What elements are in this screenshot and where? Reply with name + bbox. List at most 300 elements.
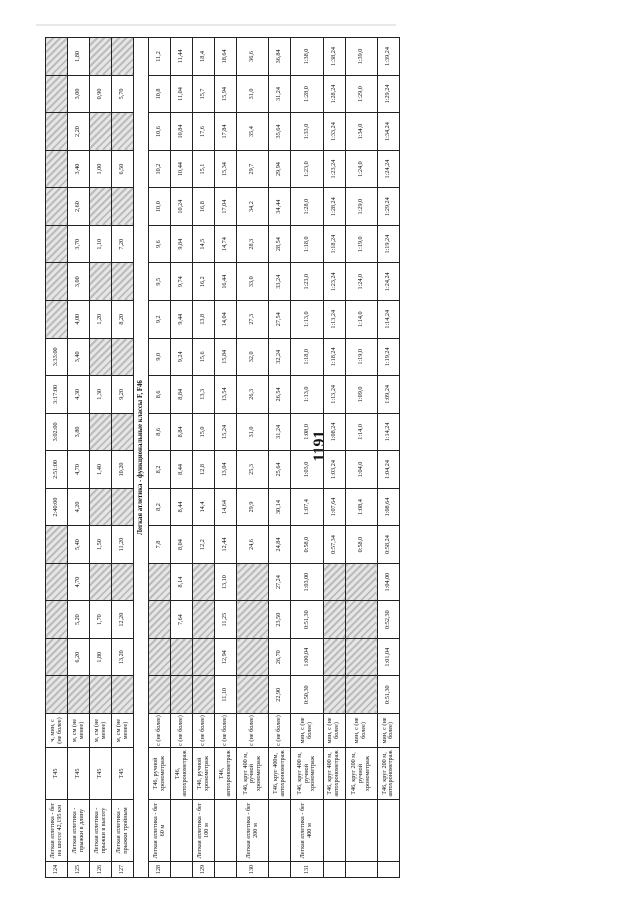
value-cell: 11,10 [215, 676, 237, 714]
value-cell: 1,20 [90, 300, 112, 338]
row-number [377, 862, 399, 878]
standards-table [45, 37, 400, 878]
value-cell: 14,04 [215, 300, 237, 338]
value-cell: 8,6 [149, 413, 171, 451]
value-cell: 31,24 [269, 75, 291, 113]
discipline-name [171, 800, 193, 862]
value-cell: 11,25 [215, 601, 237, 639]
value-cell: 14,74 [215, 225, 237, 263]
value-cell: 2:51:00 [46, 451, 68, 489]
discipline-name: Легкая атлетика - бег 60 м [149, 800, 171, 862]
value-cell: 17,84 [215, 113, 237, 151]
value-cell: 26,3 [237, 376, 269, 414]
value-cell [90, 488, 112, 526]
value-cell: 8,2 [149, 488, 171, 526]
value-cell: 1:38,24 [323, 38, 345, 76]
value-cell: 13,3 [193, 376, 215, 414]
value-cell: 28,3 [237, 225, 269, 263]
value-cell [90, 413, 112, 451]
value-cell: 32,0 [237, 338, 269, 376]
value-cell [171, 638, 193, 676]
row-number: 128 [149, 862, 171, 878]
row-number: 131 [291, 862, 323, 878]
value-cell: 30,14 [269, 488, 291, 526]
value-cell: 1:07,64 [323, 488, 345, 526]
value-cell: 8,20 [112, 300, 134, 338]
value-cell: 27,24 [269, 563, 291, 601]
value-cell: 3:33:00 [46, 338, 68, 376]
row-number [171, 862, 193, 878]
value-cell [112, 113, 134, 151]
value-cell: 5,70 [112, 75, 134, 113]
table-row [323, 38, 345, 878]
value-cell: 1:29,0 [345, 188, 377, 226]
value-cell: 33,0 [237, 263, 269, 301]
value-cell: 35,4 [237, 113, 269, 151]
value-cell: 0:51,30 [377, 676, 399, 714]
value-cell: 9,74 [171, 263, 193, 301]
value-cell: 10,0 [149, 188, 171, 226]
row-number: 126 [90, 862, 112, 878]
value-cell: 8,44 [171, 451, 193, 489]
value-cell: 1:29,24 [377, 188, 399, 226]
value-cell: 8,04 [171, 526, 193, 564]
value-cell [112, 338, 134, 376]
value-cell: 16,44 [215, 263, 237, 301]
value-cell: 8,84 [171, 376, 193, 414]
value-cell: 3,00 [68, 75, 90, 113]
value-cell: 1:23,0 [291, 263, 323, 301]
value-cell: 5,40 [68, 526, 90, 564]
value-cell: 15,24 [215, 413, 237, 451]
value-cell: 0:50,30 [291, 676, 323, 714]
value-cell: 0:51,30 [291, 601, 323, 639]
unit-cell: с (не более) [171, 714, 193, 748]
value-cell: 1:08,64 [377, 488, 399, 526]
row-number: 130 [237, 862, 269, 878]
value-cell: 1:19,24 [377, 338, 399, 376]
table-row [68, 38, 90, 878]
value-cell: 15,0 [193, 413, 215, 451]
event-type: T45 [46, 748, 68, 800]
value-cell: 6,20 [68, 638, 90, 676]
value-cell: 1:14,24 [377, 300, 399, 338]
value-cell: 4,20 [68, 488, 90, 526]
value-cell [112, 563, 134, 601]
value-cell [46, 526, 68, 564]
value-cell [90, 338, 112, 376]
value-cell: 9,0 [149, 338, 171, 376]
discipline-name [323, 800, 345, 862]
value-cell: 15,34 [215, 150, 237, 188]
value-cell: 24,84 [269, 526, 291, 564]
value-cell: 2:40:00 [46, 488, 68, 526]
discipline-name: Легкая атлетика - бег на шоссе 42,195 км [46, 800, 68, 862]
value-cell: 1:24,0 [345, 150, 377, 188]
row-number [215, 862, 237, 878]
value-cell: 36,6 [237, 38, 269, 76]
row-number: 129 [193, 862, 215, 878]
unit-cell: с (не более) [269, 714, 291, 748]
value-cell: 1:23,24 [323, 150, 345, 188]
table-row [46, 38, 68, 878]
value-cell: 1:03,0 [291, 451, 323, 489]
value-cell: 1:07,4 [291, 488, 323, 526]
value-cell [112, 38, 134, 76]
value-cell: 15,84 [215, 338, 237, 376]
value-cell: 1:04,24 [377, 451, 399, 489]
value-cell: 8,2 [149, 451, 171, 489]
section-row-group [134, 38, 149, 878]
value-cell: 1,50 [90, 526, 112, 564]
event-type: Т46, круг 400 м, ручной хронометраж [237, 748, 269, 800]
value-cell: 31,24 [269, 413, 291, 451]
value-cell [46, 676, 68, 714]
value-cell: 1,80 [90, 638, 112, 676]
value-cell: 2,60 [68, 188, 90, 226]
value-cell [193, 638, 215, 676]
unit-cell: мин, с (не более) [345, 714, 377, 748]
value-cell: 1:09,24 [377, 376, 399, 414]
event-type: Т46, круг 400м, автохронометраж [269, 748, 291, 800]
value-cell: 25,64 [269, 451, 291, 489]
value-cell: 3:17:00 [46, 376, 68, 414]
unit-cell: с (не более) [237, 714, 269, 748]
event-type: Т46, автохронометраж [215, 748, 237, 800]
value-cell: 10,84 [171, 113, 193, 151]
value-cell: 1:34,0 [345, 113, 377, 151]
value-cell: 13,04 [215, 451, 237, 489]
value-cell: 1:23,0 [291, 150, 323, 188]
value-cell: 7,20 [112, 225, 134, 263]
value-cell [193, 601, 215, 639]
value-cell [171, 676, 193, 714]
value-cell: 0:57,34 [323, 526, 345, 564]
value-cell: 8,84 [171, 413, 193, 451]
value-cell [193, 676, 215, 714]
event-type: T45 [90, 748, 112, 800]
value-cell [149, 563, 171, 601]
value-cell: 36,84 [269, 38, 291, 76]
section-row [134, 38, 149, 878]
table-row [149, 38, 171, 878]
value-cell [46, 113, 68, 151]
value-cell: 10,6 [149, 113, 171, 151]
value-cell: 0:58,24 [377, 526, 399, 564]
value-cell: 0:58,0 [291, 526, 323, 564]
value-cell: 1:09,0 [345, 376, 377, 414]
value-cell: 12,2 [193, 526, 215, 564]
page-number: 1191 [311, 430, 328, 462]
value-cell: 26,70 [269, 638, 291, 676]
value-cell [90, 676, 112, 714]
value-cell: 1:13,0 [291, 300, 323, 338]
value-cell: 1,30 [90, 376, 112, 414]
value-cell: 1:08,24 [323, 413, 345, 451]
value-cell [46, 75, 68, 113]
value-cell: 1:19,24 [377, 225, 399, 263]
value-cell [46, 38, 68, 76]
value-cell: 9,44 [171, 300, 193, 338]
value-cell: 13,20 [112, 638, 134, 676]
value-cell: 1:29,24 [377, 75, 399, 113]
value-cell: 1:28,24 [323, 75, 345, 113]
value-cell: 9,20 [112, 376, 134, 414]
value-cell: 1:19,0 [345, 225, 377, 263]
value-cell [46, 563, 68, 601]
value-cell: 1:24,24 [377, 150, 399, 188]
value-cell [68, 676, 90, 714]
value-cell [90, 113, 112, 151]
value-cell: 1:08,0 [291, 413, 323, 451]
value-cell: 1:38,0 [291, 38, 323, 76]
value-cell: 15,94 [215, 75, 237, 113]
value-cell: 4,70 [68, 451, 90, 489]
value-cell: 1:34,24 [377, 113, 399, 151]
value-cell [90, 188, 112, 226]
value-cell: 35,64 [269, 113, 291, 151]
value-cell: 1,40 [90, 451, 112, 489]
value-cell: 1,00 [90, 150, 112, 188]
value-cell [323, 601, 345, 639]
event-type: T45 [112, 748, 134, 800]
value-cell: 1:13,0 [291, 376, 323, 414]
value-cell: 27,3 [237, 300, 269, 338]
value-cell: 22,90 [269, 676, 291, 714]
value-cell: 33,24 [269, 263, 291, 301]
unit-cell: м, см (не менее) [68, 714, 90, 748]
value-cell: 1:39,24 [377, 38, 399, 76]
value-cell: 13,54 [215, 376, 237, 414]
value-cell: 16,8 [193, 188, 215, 226]
value-cell: 8,44 [171, 488, 193, 526]
value-cell: 15,6 [193, 338, 215, 376]
value-cell: 10,8 [149, 75, 171, 113]
value-cell: 9,24 [171, 338, 193, 376]
value-cell: 7,64 [171, 601, 193, 639]
value-cell: 18,64 [215, 38, 237, 76]
discipline-name [377, 800, 399, 862]
value-cell: 1:03,00 [291, 563, 323, 601]
value-cell: 10,44 [171, 150, 193, 188]
value-cell [345, 601, 377, 639]
value-cell: 18,4 [193, 38, 215, 76]
discipline-name: Легкая атлетика - бег 400 м [291, 800, 323, 862]
event-type: Т46, круг 200 м, автохронометраж [377, 748, 399, 800]
value-cell: 1:14,24 [377, 413, 399, 451]
value-cell: 11,04 [171, 75, 193, 113]
value-cell: 12,20 [112, 601, 134, 639]
unit-cell: мин, с (не более) [291, 714, 323, 748]
value-cell [112, 488, 134, 526]
value-cell: 7,8 [149, 526, 171, 564]
unit-cell: с (не более) [193, 714, 215, 748]
value-cell: 12,94 [215, 638, 237, 676]
value-cell: 10,2 [149, 150, 171, 188]
value-cell: 1:28,24 [323, 188, 345, 226]
row-number [345, 862, 377, 878]
value-cell [237, 563, 269, 601]
value-cell: 1:39,0 [345, 38, 377, 76]
value-cell: 1:00,04 [291, 638, 323, 676]
value-cell [149, 601, 171, 639]
value-cell [46, 263, 68, 301]
event-type: Т46, круг 400 м, автохронометраж [323, 748, 345, 800]
value-cell: 2,20 [68, 113, 90, 151]
unit-cell: мин, с (не более) [377, 714, 399, 748]
value-cell: 1:04,0 [345, 451, 377, 489]
table-row [171, 38, 193, 878]
value-cell [149, 638, 171, 676]
discipline-name: Легкая атлетика - бег 200 м [237, 800, 269, 862]
value-cell: 1:24,0 [345, 263, 377, 301]
value-cell: 1:18,24 [323, 338, 345, 376]
table-row [291, 38, 323, 878]
value-cell: 14,4 [193, 488, 215, 526]
value-cell [345, 563, 377, 601]
value-cell: 11,44 [171, 38, 193, 76]
value-cell: 13,10 [215, 563, 237, 601]
value-cell: 1:33,0 [291, 113, 323, 151]
value-cell: 1:23,24 [323, 263, 345, 301]
value-cell [237, 676, 269, 714]
value-cell: 15,7 [193, 75, 215, 113]
value-cell [90, 263, 112, 301]
value-cell: 28,54 [269, 225, 291, 263]
value-cell: 11,20 [112, 526, 134, 564]
value-cell: 34,2 [237, 188, 269, 226]
value-cell [46, 601, 68, 639]
value-cell [345, 638, 377, 676]
value-cell: 32,24 [269, 338, 291, 376]
value-cell: 8,6 [149, 376, 171, 414]
value-cell [323, 638, 345, 676]
unit-cell: ч, мин, с (не более) [46, 714, 68, 748]
table-row [215, 38, 237, 878]
unit-cell: мин, с (не более) [323, 714, 345, 748]
discipline-name [269, 800, 291, 862]
unit-cell: с (не более) [215, 714, 237, 748]
value-cell: 24,6 [237, 526, 269, 564]
discipline-name [345, 800, 377, 862]
value-cell [323, 563, 345, 601]
event-type: Т46, автохронометраж [171, 748, 193, 800]
value-cell: 9,2 [149, 300, 171, 338]
value-cell: 1:18,24 [323, 225, 345, 263]
event-type: T45 [68, 748, 90, 800]
value-cell [345, 676, 377, 714]
value-cell: 17,6 [193, 113, 215, 151]
value-cell: 1:28,0 [291, 188, 323, 226]
value-cell: 1:18,0 [291, 225, 323, 263]
value-cell: 1:24,24 [377, 263, 399, 301]
value-cell: 29,9 [237, 488, 269, 526]
table-body-top [46, 38, 134, 878]
discipline-name: Легкая атлетика - бег 100 м [193, 800, 215, 862]
event-type: Т46, ручной хронометраж [193, 748, 215, 800]
table-row [237, 38, 269, 878]
value-cell: 1:13,24 [323, 376, 345, 414]
event-type: Т46, круг 400 м, ручной хронометраж [291, 748, 323, 800]
value-cell [237, 601, 269, 639]
value-cell [112, 676, 134, 714]
value-cell: 26,54 [269, 376, 291, 414]
unit-cell: м, см (не менее) [112, 714, 134, 748]
value-cell: 1:13,24 [323, 300, 345, 338]
value-cell: 8,14 [171, 563, 193, 601]
value-cell [46, 188, 68, 226]
unit-cell: м, см (не менее) [90, 714, 112, 748]
value-cell: 1:03,24 [323, 451, 345, 489]
value-cell: 4,00 [68, 300, 90, 338]
table-row [345, 38, 377, 878]
value-cell [112, 188, 134, 226]
value-cell: 12,8 [193, 451, 215, 489]
rotated-table-container [45, 38, 400, 878]
value-cell: 15,1 [193, 150, 215, 188]
row-number [269, 862, 291, 878]
value-cell [46, 225, 68, 263]
value-cell: 1,70 [90, 601, 112, 639]
value-cell [149, 676, 171, 714]
value-cell: 12,44 [215, 526, 237, 564]
value-cell: 1:18,0 [291, 338, 323, 376]
value-cell: 1,80 [68, 38, 90, 76]
value-cell [46, 150, 68, 188]
value-cell: 1:08,4 [345, 488, 377, 526]
value-cell: 14,64 [215, 488, 237, 526]
value-cell: 16,2 [193, 263, 215, 301]
value-cell: 11,2 [149, 38, 171, 76]
scan-artifact [36, 24, 396, 26]
table-row [90, 38, 112, 878]
value-cell: 31,0 [237, 413, 269, 451]
value-cell: 1:04,00 [377, 563, 399, 601]
value-cell: 3,80 [68, 413, 90, 451]
table-row [269, 38, 291, 878]
value-cell: 31,0 [237, 75, 269, 113]
value-cell: 25,3 [237, 451, 269, 489]
table-row [112, 38, 134, 878]
discipline-name: Легкая атлетика - прыжки в высоту [90, 800, 112, 862]
value-cell: 0,90 [90, 75, 112, 113]
value-cell: 29,7 [237, 150, 269, 188]
value-cell: 1,10 [90, 225, 112, 263]
value-cell: 1:19,0 [345, 338, 377, 376]
value-cell: 5,20 [68, 601, 90, 639]
value-cell: 14,5 [193, 225, 215, 263]
value-cell: 23,50 [269, 601, 291, 639]
value-cell [323, 676, 345, 714]
value-cell: 29,94 [269, 150, 291, 188]
value-cell: 1:14,0 [345, 300, 377, 338]
value-cell: 3,40 [68, 150, 90, 188]
discipline-name: Легкая атлетика - прыжки в длину [68, 800, 90, 862]
value-cell: 4,30 [68, 376, 90, 414]
value-cell: 1:14,0 [345, 413, 377, 451]
value-cell [112, 413, 134, 451]
value-cell [112, 263, 134, 301]
row-number: 124 [46, 862, 68, 878]
value-cell: 6,50 [112, 150, 134, 188]
value-cell [90, 563, 112, 601]
value-cell: 1:28,0 [291, 75, 323, 113]
value-cell: 17,04 [215, 188, 237, 226]
table-body-bottom [149, 38, 400, 878]
table-row [193, 38, 215, 878]
value-cell: 1:33,24 [323, 113, 345, 151]
value-cell: 0:58,0 [345, 526, 377, 564]
